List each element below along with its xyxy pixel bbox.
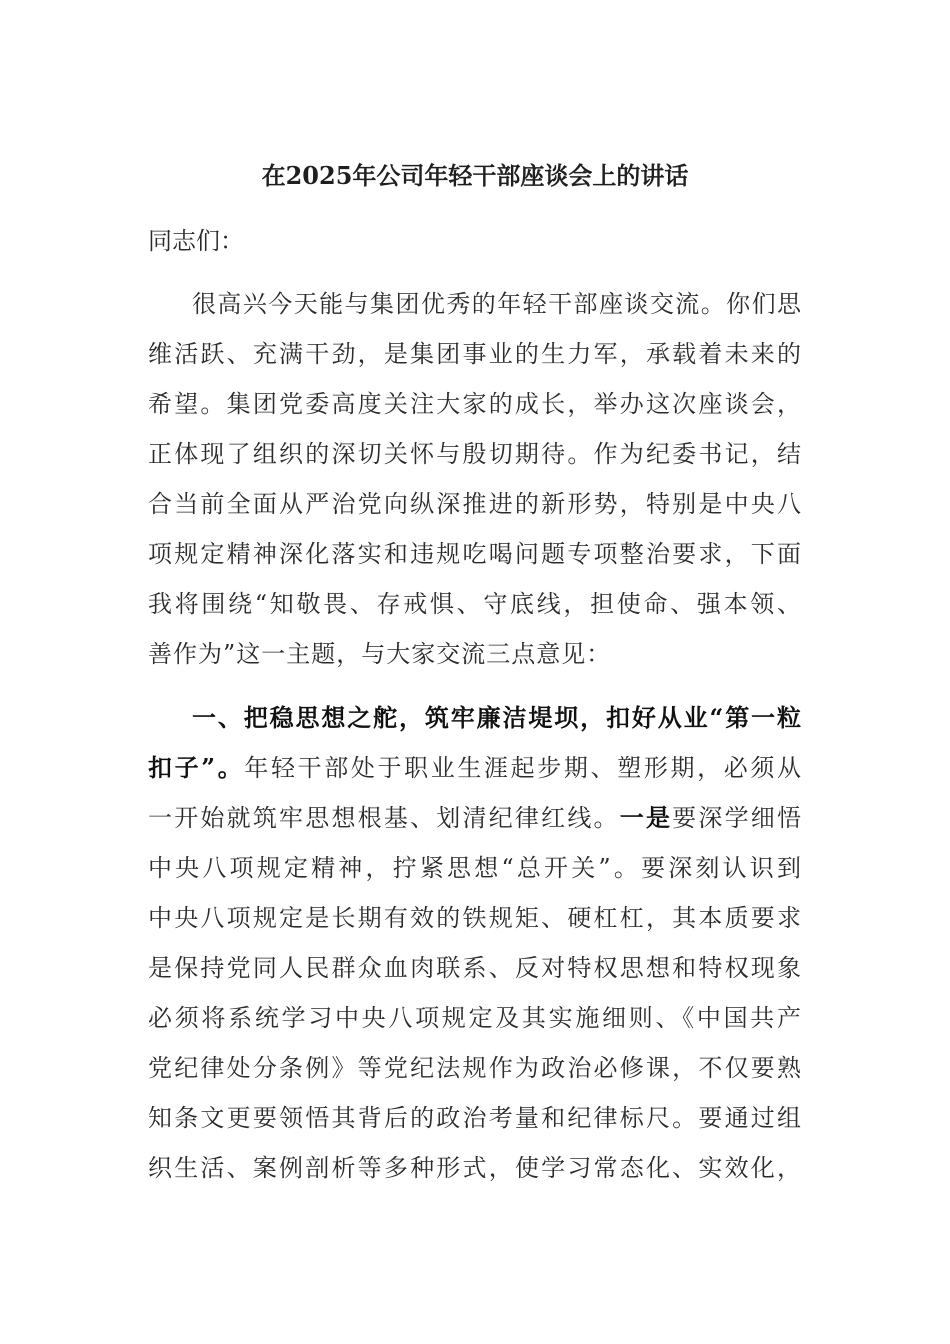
point-marker: 一是 — [619, 803, 673, 832]
section-text: 要深学细悟 — [672, 804, 803, 832]
intro-line: 善作为”这一主题，与大家交流三点意见： — [148, 640, 612, 668]
intro-line: 正体现了组织的深切关怀与殷切期待。作为纪委书记，结 — [148, 440, 802, 468]
section-line: 党纪律处分条例》等党纪法规作为政治必修课，不仅要熟 — [148, 1054, 802, 1082]
section-line: 知条文更要领悟其背后的政治考量和纪律标尺。要通过组 — [148, 1104, 802, 1132]
section-line: 必须将系统学习中央八项规定及其实施细则、《中国共产 — [148, 1004, 802, 1032]
section-line: 织生活、案例剖析等多种形式，使学习常态化、实效化， — [148, 1154, 802, 1182]
section-line: 中央八项规定精神，拧紧思想“总开关”。要深刻认识到 — [148, 854, 802, 882]
section-line: 是保持党同人民群众血肉联系、反对特权思想和特权现象 — [148, 954, 802, 982]
intro-line: 希望。集团党委高度关注大家的成长，举办这次座谈会， — [148, 390, 802, 418]
section-line — [148, 793, 802, 843]
section-line: 中央八项规定是长期有效的铁规矩、硬杠杠，其本质要求 — [148, 904, 802, 932]
intro-line: 我将围绕“知敬畏、存戒惧、守底线，担使命、强本领、 — [148, 590, 802, 618]
section-heading: 一、把稳思想之舵，筑牢廉洁堤坝，扣好从业“第一粒 — [192, 703, 802, 732]
document-title: 在2025年公司年轻干部座谈会上的讲话 — [261, 161, 689, 190]
intro-line: 维活跃、充满干劲，是集团事业的生力军，承载着未来的 — [148, 340, 802, 368]
intro-line: 项规定精神深化落实和违规吃喝问题专项整治要求，下面 — [148, 540, 802, 568]
section-text: 一开始就筑牢思想根基、划清纪律红线。 — [148, 804, 620, 832]
paragraph-gap — [148, 679, 802, 693]
salutation: 同志们： — [148, 227, 244, 255]
document-body — [148, 279, 802, 1193]
section-heading-end: 扣子”。 — [148, 753, 245, 782]
intro-line: 合当前全面从严治党向纵深推进的新形势，特别是中央八 — [148, 490, 802, 518]
section-text: 年轻干部处于职业生涯起步期、塑形期，必须从 — [244, 754, 802, 782]
intro-line: 很高兴今天能与集团优秀的年轻干部座谈交流。你们思 — [192, 290, 802, 318]
section-line — [148, 743, 802, 793]
